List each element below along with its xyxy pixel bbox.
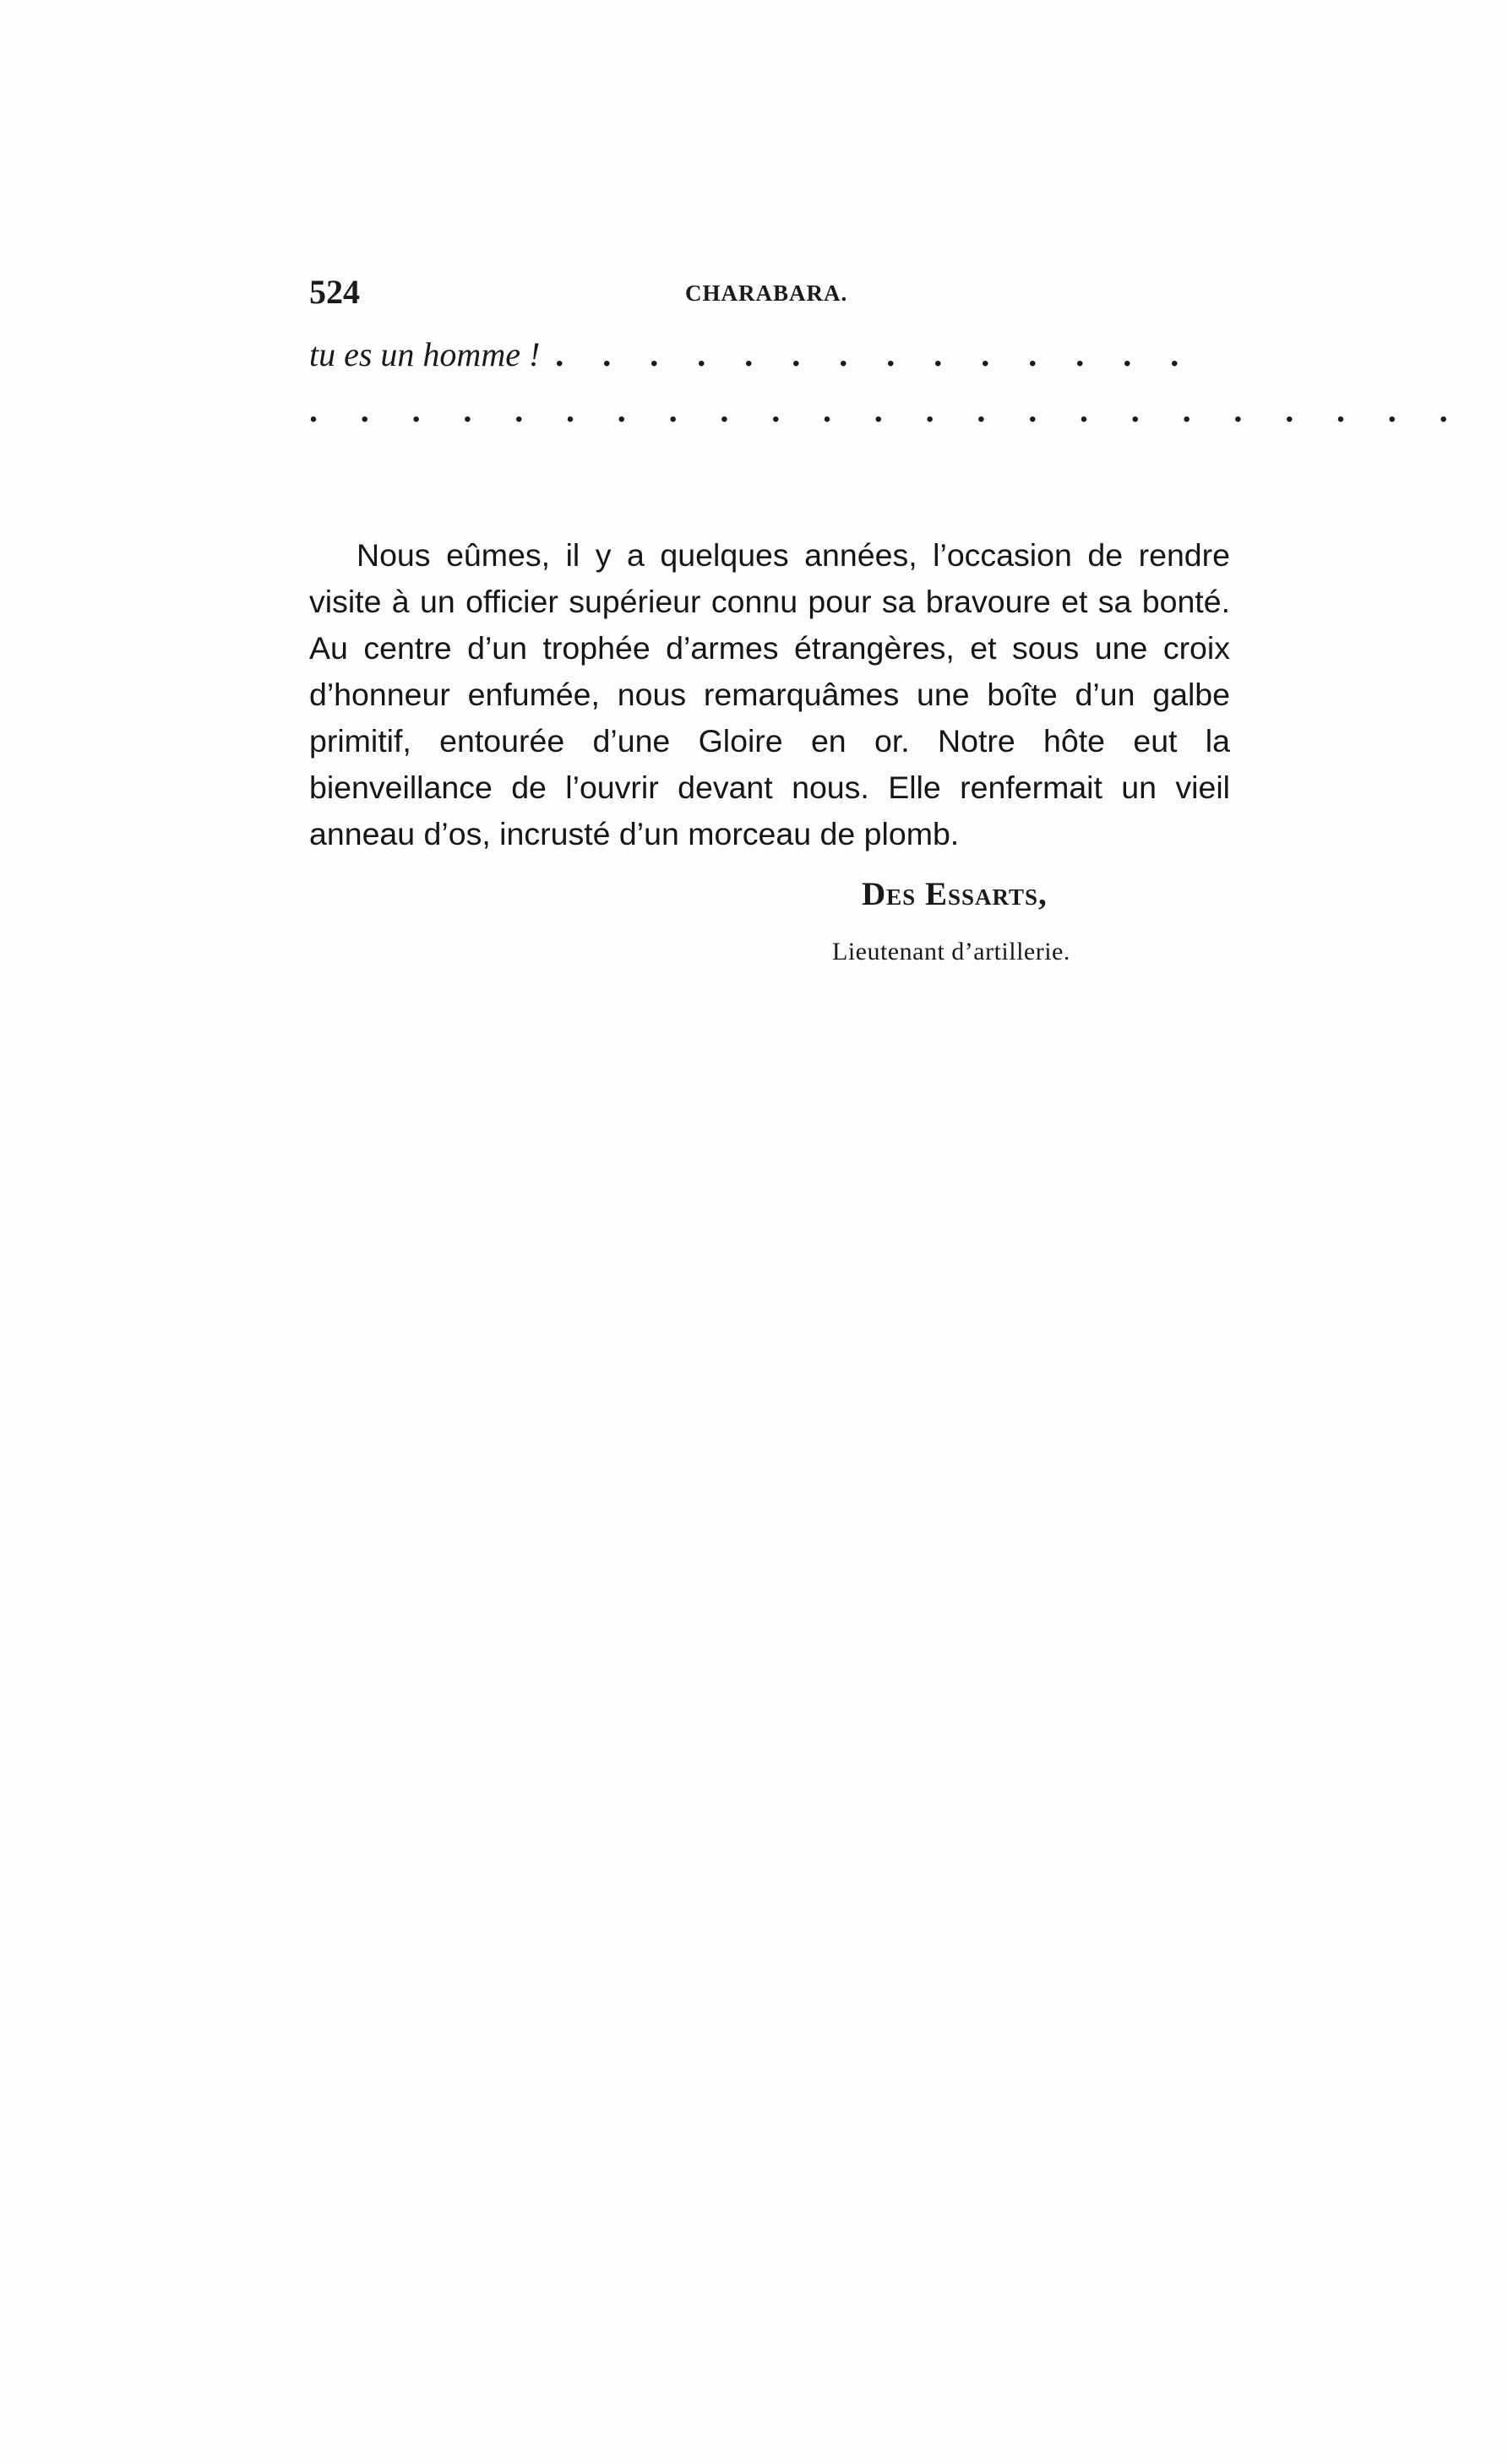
verse-closing-line bbox=[309, 335, 1230, 385]
ellipsis-row: . . . . . . . . . . . . . . . . . . . . . . . bbox=[309, 391, 1465, 429]
dot-leader: . . . . . . . . . . . . . . bbox=[555, 335, 1195, 373]
verse-text: tu es un homme ! bbox=[309, 335, 541, 373]
signature-name: Des Essarts, bbox=[862, 876, 1048, 912]
signature-title: Lieutenant d’artillerie. bbox=[832, 938, 1070, 965]
body-paragraph: Nous eûmes, il y a quelques années, l’occasion de rendre visite à un officier supérieur connu pour sa bravoure et sa bonté. Au centre d’un trophée d’armes étrangères, et sous une croix d’honneur enfumée, nous remarquâmes une boîte d’un galbe primitif, entourée d’une Gloire en or. Notre hôte eut la bienveillance de l’ouvrir devant nous. Elle renfermait un vieil anneau d’os, incrusté d’un morceau de plomb. bbox=[309, 536, 1230, 851]
page-number: 524 bbox=[309, 273, 360, 311]
page-header bbox=[309, 272, 1230, 323]
running-title: CHARABARA. bbox=[685, 280, 848, 306]
